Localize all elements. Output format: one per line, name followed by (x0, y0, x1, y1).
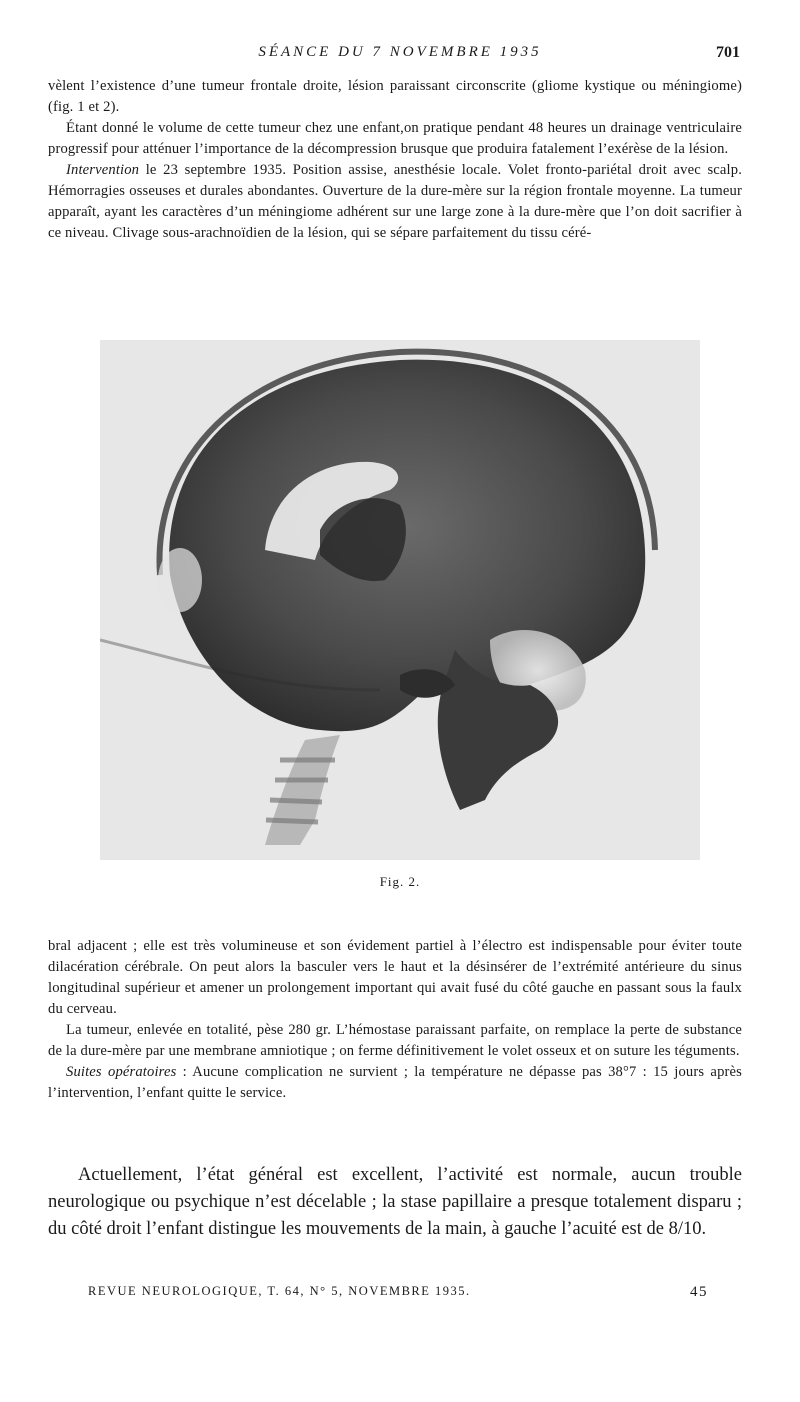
page-number: 701 (716, 44, 740, 61)
top-text-block (48, 76, 742, 244)
running-head (0, 44, 800, 66)
paragraph (48, 160, 742, 244)
xray-figure (100, 340, 700, 860)
skull-xray-image (100, 340, 700, 860)
suites-label: Suites opératoires (66, 1064, 177, 1080)
intervention-label: Intervention (66, 162, 140, 178)
conclusion-block (48, 1162, 742, 1243)
paragraph: bral adjacent ; elle est très volumineuse et son évidement partiel à l’électro est indispensable pour éviter toute dilacération cérébrale. On peut alors la basculer vers le haut et la désinsérer de l’extrémité antérieure du sinus longitudinal supérieur et amener un prolongement important qui avait fusé du côté gauche en passant sous la faulx du cerveau. (48, 938, 742, 1017)
suites-text: : Aucune complication ne survient ; la température ne dépasse pas 38°7 : 15 jours après l’intervention, l’enfant quitte le service. (48, 1064, 742, 1101)
paragraph: La tumeur, enlevée en totalité, pèse 280 gr. L’hémostase paraissant parfaite, on remplace la perte de substance de la dure-mère par une membrane amniotique ; on ferme définitivement le volet osseux et on suture les téguments. (48, 1022, 742, 1059)
figure-caption: Fig. 2. (379, 874, 421, 889)
paragraph (48, 1062, 742, 1104)
paragraph: vèlent l’existence d’une tumeur frontale droite, lésion paraissant circonscrite (gliome kystique ou méningiome) (fig. 1 et 2). (48, 78, 742, 115)
bottom-text-block (48, 936, 742, 1104)
conclusion-paragraph: Actuellement, l’état général est excellent, l’activité est normale, aucun trouble neurologique ou psychique n’est décelable ; la stase papillaire a presque totalement disparu ; du côté droit l’enfant distingue les mouvements de la main, à gauche l’acuité est de 8/10. (48, 1165, 742, 1239)
intervention-text: le 23 septembre 1935. Position assise, anesthésie locale. Volet fronto-pariétal droit avec scalp. Hémorragies osseuses et durales abondantes. Ouverture de la dure-mère sur la région frontale moyenne. La tumeur apparaît, ayant les caractères d’un méningiome adhérent sur une large zone à la dure-mère que l’on doit sacrifier à ce niveau. Clivage sous-arachnoïdien de la lésion, qui se sépare parfaitement du tissu céré- (48, 162, 742, 241)
paragraph: Étant donné le volume de cette tumeur chez une enfant,on pratique pendant 48 heures un drainage ventriculaire progressif pour atténuer l’importance de la décompression brusque que produira fatalement l’exérèse de la lésion. (48, 120, 742, 157)
journal-reference: REVUE NEUROLOGIQUE, T. 64, N° 5, NOVEMBRE 1935. (88, 1284, 471, 1298)
running-title: SÉANCE DU 7 NOVEMBRE 1935 (258, 44, 542, 60)
sheet-number: 45 (690, 1284, 708, 1300)
